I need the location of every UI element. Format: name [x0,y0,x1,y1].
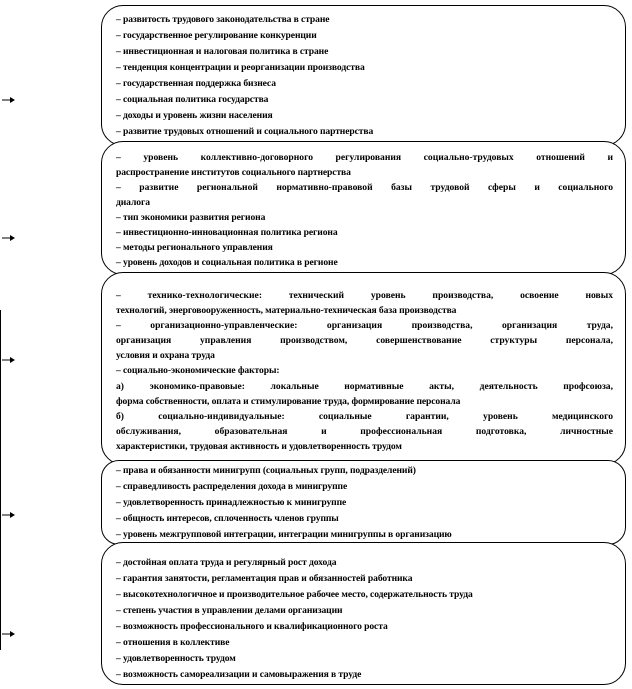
factor-item: – уровень доходов и социальная политика в регионе [116,257,338,268]
factor-item: форма собственности, оплата и стимулирование труда, формирование персонала [116,396,461,407]
factor-item: – права и обязанности минигрупп (социальных групп, подразделений) [116,465,416,476]
factor-item: – доходы и уровень жизни населения [116,110,273,121]
factor-item: – гарантия занятости, регламентация прав и обязанностей работника [116,573,413,584]
factor-item: – методы регионального управления [116,242,273,253]
factor-item: – развитие трудовых отношений и социального партнерства [116,126,374,137]
arrow-icon [2,233,16,243]
factor-item: – инвестиционно-инновационная политика региона [116,227,338,238]
arrow-icon [2,355,16,365]
factor-item: – удовлетворенность трудом [116,653,236,664]
factor-item: – инвестиционная и налоговая политика в стране [116,46,329,57]
factor-item: технологий, энерговооруженность, материально-техническая база производства [116,305,457,316]
factor-item: б) социально-индивидуальные: социальные гарантии, уровень медицинского [116,411,613,422]
arrow-icon [2,95,16,105]
factor-item: – государственное регулирование конкуренции [116,30,317,41]
factor-item: – тенденция концентрации и реорганизации производства [116,62,365,73]
factor-item: – государственная поддержка бизнеса [116,78,276,89]
factor-item: – достойная оплата труда и регулярный рост дохода [116,557,337,568]
factor-item: – возможность профессионального и квалификационного роста [116,621,388,632]
left-connector-line [0,310,1,650]
factor-item: распространение институтов социального партнерства [116,167,351,178]
factor-item: – организационно-управленческие: организация производства, организация труда, [116,320,613,331]
factor-item: обслуживания, образовательная и профессиональная подготовка, личностные [116,426,613,437]
factor-item: – технико-технологические: технический уровень производства, освоение новых [116,290,613,301]
factor-item: – социально-экономические факторы: [116,365,280,376]
factor-item: характеристики, трудовая активность и удовлетворенность трудом [116,441,402,452]
factor-item: условия и охрана труда [116,350,215,361]
factor-item: – развитость трудового законодательства в стране [116,14,330,25]
arrow-icon [2,629,16,639]
factor-item: – уровень коллективно-договорного регулирования социально-трудовых отношений и [116,152,613,163]
factor-item: диалога [116,197,150,208]
factor-item: – возможность самореализации и самовыражения в труде [116,669,362,680]
factor-item: – высокотехнологичное и производительное рабочее место, содержательность труда [116,589,473,600]
factor-item: а) экономико-правовые: локальные нормативные акты, деятельность профсоюза, [116,381,613,392]
factor-item: – степень участия в управлении делами организации [116,605,343,616]
factor-item: – удовлетворенность принадлежностью к минигруппе [116,497,347,508]
factor-item: – отношения в коллективе [116,637,230,648]
factor-item: – общность интересов, сплоченность членов группы [116,513,339,524]
factor-box-country [101,5,626,146]
factor-item: – тип экономики развития региона [116,212,266,223]
factor-item: – справедливость распределения дохода в минигруппе [116,481,348,492]
factor-item: – развитие региональной нормативно-правовой базы трудовой сферы и социального [116,182,613,193]
factor-item: – социальная политика государства [116,94,269,105]
arrow-icon [2,510,16,520]
factor-item: организация управления производством, совершенствование структуры персонала, [116,335,613,346]
factor-item: – уровень межгрупповой интеграции, интеграции минигруппы в организацию [116,529,452,540]
